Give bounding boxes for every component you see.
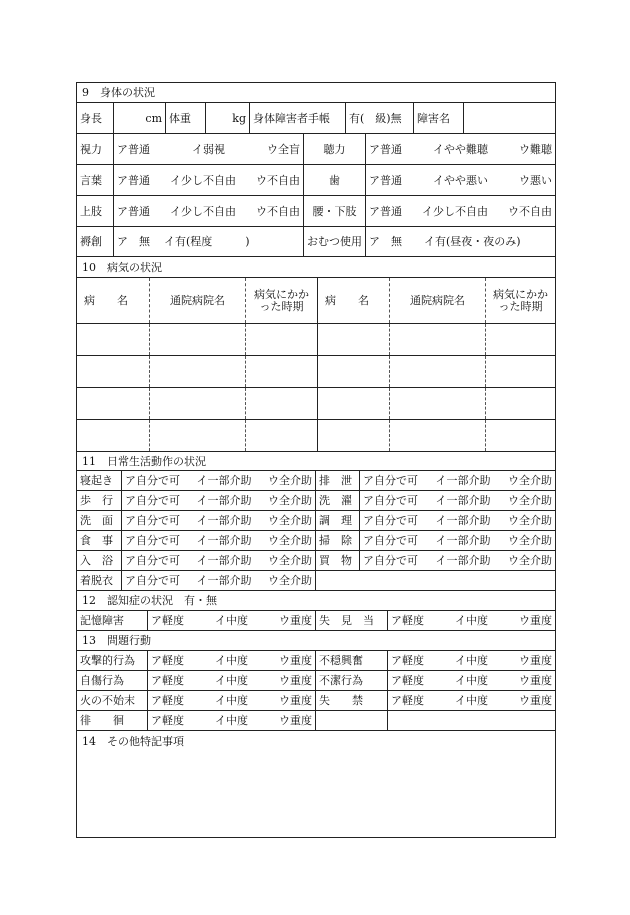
- adl-opt: ウ全介助: [508, 534, 552, 547]
- adl-label: 歩 行: [80, 494, 113, 507]
- adl-options: [359, 551, 555, 570]
- illness-cell: [317, 324, 389, 355]
- adl-row: [77, 511, 555, 531]
- adl-empty-cell: [315, 571, 555, 590]
- illness-cell: [485, 388, 555, 419]
- illness-cell: [245, 420, 317, 451]
- adl-opt: ウ全介助: [268, 574, 312, 587]
- diaper-opt: イ有(昼夜・夜のみ): [424, 235, 521, 248]
- behavior-options: [147, 711, 315, 730]
- behavior-opt: ア軽度: [151, 714, 184, 727]
- adl-row: [77, 471, 555, 491]
- behavior-label: 自傷行為: [80, 674, 124, 687]
- adl-opt: イ一部介助: [435, 514, 491, 527]
- adl-opt: ア自分で可: [363, 474, 418, 487]
- teeth-label: 歯: [303, 165, 365, 195]
- dementia-opt: ウ重度: [519, 614, 552, 627]
- section-9-header: [77, 83, 555, 103]
- hearing-opt: ウ難聴: [519, 142, 552, 156]
- behavior-options: [147, 651, 315, 670]
- adl-opt: ウ全介助: [508, 514, 552, 527]
- speech-label: 言葉: [80, 173, 102, 187]
- adl-opt: ア自分で可: [363, 534, 418, 547]
- sight-label: 視力: [80, 142, 102, 156]
- sore-options: [113, 227, 303, 256]
- behavior-label: 不穏興奮: [315, 651, 387, 670]
- illness-cell: [245, 388, 317, 419]
- col-disease-text: 病 名: [325, 294, 369, 307]
- adl-opt: ア自分で可: [125, 574, 180, 587]
- adl-opt: イ一部介助: [196, 474, 252, 487]
- dementia-opt: ア軽度: [391, 614, 424, 627]
- behavior-opt: イ中度: [455, 674, 488, 687]
- illness-cell: [389, 388, 485, 419]
- adl-opt: イ一部介助: [196, 514, 252, 527]
- illness-cell: [149, 324, 245, 355]
- sight-opt: ウ全盲: [267, 142, 300, 156]
- behavior-opt: イ中度: [215, 654, 248, 667]
- adl-label: 洗 面: [80, 514, 113, 527]
- behavior-options: [387, 691, 555, 710]
- illness-cell: [389, 356, 485, 387]
- col-disease-name-2: [317, 278, 389, 323]
- adl-row: [77, 491, 555, 511]
- teeth-opt: ウ悪い: [519, 173, 552, 187]
- illness-cell: [149, 388, 245, 419]
- illness-cell: [77, 388, 149, 419]
- lower-opt: ア普通: [369, 204, 402, 218]
- dementia-opt: イ中度: [215, 614, 248, 627]
- adl-opt: ア自分で可: [363, 554, 418, 567]
- illness-cell: [485, 420, 555, 451]
- sore-diaper-row: [77, 227, 555, 257]
- sore-opt: ア 無: [117, 235, 150, 248]
- adl-row: [77, 531, 555, 551]
- dementia-opt: ウ重度: [279, 614, 312, 627]
- adl-opt: ウ全介助: [508, 494, 552, 507]
- adl-opt: イ一部介助: [196, 574, 252, 587]
- speech-opt: イ少し不自由: [170, 173, 236, 187]
- adl-label: 買 物: [315, 551, 359, 570]
- disorientation-options: [387, 611, 555, 630]
- adl-opt: ウ全介助: [268, 494, 312, 507]
- illness-cell: [485, 356, 555, 387]
- adl-opt: ア自分で可: [363, 514, 418, 527]
- adl-options: [121, 531, 315, 550]
- adl-options: [359, 471, 555, 490]
- behavior-label: 失 禁: [315, 691, 387, 710]
- behavior-opt: ウ重度: [519, 694, 552, 707]
- adl-opt: ア自分で可: [125, 514, 180, 527]
- memory-options: [147, 611, 315, 630]
- memory-label: 記憶障害: [80, 614, 124, 627]
- upper-opt: ウ不自由: [256, 204, 300, 218]
- adl-label: 食 事: [80, 534, 113, 547]
- section-14-block: [77, 731, 555, 837]
- illness-cell: [317, 356, 389, 387]
- illness-cell: [389, 420, 485, 451]
- behavior-opt: イ中度: [215, 714, 248, 727]
- behavior-opt: イ中度: [455, 654, 488, 667]
- adl-opt: イ一部介助: [435, 534, 491, 547]
- adl-options: [121, 551, 315, 570]
- adl-opt: ア自分で可: [125, 474, 180, 487]
- illness-row: [77, 388, 555, 420]
- adl-label: 掃 除: [315, 531, 359, 550]
- adl-opt: ウ全介助: [268, 514, 312, 527]
- behavior-opt: ウ重度: [279, 674, 312, 687]
- illness-row: [77, 356, 555, 388]
- behavior-opt: ア軽度: [391, 654, 424, 667]
- col-illness-time-2: 病気にかかった時期: [485, 278, 555, 323]
- section-11-title: 11 日常生活動作の状況: [82, 454, 206, 468]
- illness-cell: [245, 356, 317, 387]
- adl-options: [121, 491, 315, 510]
- sight-opt: イ弱視: [192, 142, 225, 156]
- behavior-row: [77, 691, 555, 711]
- adl-options: [359, 511, 555, 530]
- weight-unit: kg: [205, 103, 249, 133]
- adl-label: 排 泄: [315, 471, 359, 490]
- illness-cell: [317, 388, 389, 419]
- section-12-title: 12 認知症の状況 有・無: [82, 594, 217, 607]
- behavior-opt: イ中度: [455, 694, 488, 707]
- adl-opt: イ一部介助: [196, 494, 252, 507]
- adl-opt: イ一部介助: [435, 474, 491, 487]
- adl-options: [121, 571, 315, 590]
- adl-opt: ア自分で可: [125, 534, 180, 547]
- behavior-opt: ウ重度: [279, 654, 312, 667]
- behavior-opt: ウ重度: [279, 694, 312, 707]
- col-illness-time: 病気にかかった時期: [245, 278, 317, 323]
- adl-label: 寝起き: [80, 474, 113, 487]
- illness-header-row: [77, 278, 555, 324]
- behavior-options: [387, 671, 555, 690]
- dementia-row: [77, 611, 555, 631]
- upper-opt: ア普通: [117, 204, 150, 218]
- behavior-label: 不潔行為: [315, 671, 387, 690]
- section-9-title: 9 身体の状況: [82, 86, 155, 99]
- assessment-form: [76, 82, 556, 838]
- behavior-opt: ア軽度: [391, 674, 424, 687]
- upper-limb-label: 上肢: [80, 204, 102, 218]
- adl-label: 着脱衣: [80, 574, 113, 587]
- upper-limb-options: [113, 196, 303, 226]
- illness-cell: [149, 356, 245, 387]
- illness-cell: [77, 324, 149, 355]
- sight-hearing-row: [77, 134, 555, 165]
- hearing-opt: ア普通: [369, 142, 402, 156]
- illness-cell: [245, 324, 317, 355]
- hearing-opt: イやや難聴: [433, 142, 488, 156]
- sore-opt: イ有(程度 ): [164, 235, 250, 248]
- adl-opt: ア自分で可: [125, 554, 180, 567]
- adl-opt: イ一部介助: [196, 554, 252, 567]
- behavior-opt: ア軽度: [151, 674, 184, 687]
- section-13-header: [77, 631, 555, 651]
- adl-row: [77, 571, 555, 591]
- disability-label: 障害名: [413, 103, 463, 133]
- sight-options: [113, 134, 303, 164]
- behavior-opt: イ中度: [215, 694, 248, 707]
- speech-teeth-row: [77, 165, 555, 196]
- adl-opt: ウ全介助: [268, 474, 312, 487]
- disorientation-label: 失 見 当: [315, 611, 387, 630]
- teeth-opt: イやや悪い: [433, 173, 488, 187]
- adl-opt: ウ全介助: [268, 534, 312, 547]
- behavior-options: [147, 691, 315, 710]
- section-10-header: [77, 257, 555, 278]
- behavior-empty-cell: [387, 711, 555, 730]
- col-hospital-name-2: 通院病院名: [389, 278, 485, 323]
- adl-opt: ア自分で可: [363, 494, 418, 507]
- section-12-header: [77, 591, 555, 611]
- col-disease-text: 病 名: [84, 294, 128, 307]
- adl-opt: ウ全介助: [268, 554, 312, 567]
- adl-opt: ウ全介助: [508, 554, 552, 567]
- height-label: 身長: [80, 111, 102, 125]
- behavior-opt: イ中度: [215, 674, 248, 687]
- section-14-title: 14 その他特記事項: [82, 734, 184, 748]
- adl-options: [121, 471, 315, 490]
- behavior-label: 火の不始末: [80, 694, 135, 707]
- adl-options: [359, 531, 555, 550]
- adl-opt: ウ全介助: [508, 474, 552, 487]
- behavior-opt: ア軽度: [151, 654, 184, 667]
- lower-limb-label: 腰・下肢: [303, 196, 365, 226]
- adl-row: [77, 551, 555, 571]
- height-unit: cm: [113, 103, 165, 133]
- illness-cell: [77, 420, 149, 451]
- adl-label: 入 浴: [80, 554, 113, 567]
- disability-value: [463, 103, 555, 133]
- adl-opt: ア自分で可: [125, 494, 180, 507]
- illness-row: [77, 324, 555, 356]
- teeth-options: [365, 165, 555, 195]
- behavior-options: [147, 671, 315, 690]
- adl-options: [359, 491, 555, 510]
- illness-cell: [485, 324, 555, 355]
- behavior-row: [77, 651, 555, 671]
- adl-opt: イ一部介助: [435, 554, 491, 567]
- upper-opt: イ少し不自由: [170, 204, 236, 218]
- lower-limb-options: [365, 196, 555, 226]
- dementia-opt: イ中度: [455, 614, 488, 627]
- teeth-opt: ア普通: [369, 173, 402, 187]
- hearing-label: 聴力: [303, 134, 365, 164]
- col-hospital-name: 通院病院名: [149, 278, 245, 323]
- behavior-label: 攻撃的行為: [80, 654, 135, 667]
- behavior-opt: ウ重度: [279, 714, 312, 727]
- section-11-header: [77, 452, 555, 471]
- sore-label: 褥創: [80, 235, 102, 248]
- behavior-row: [77, 671, 555, 691]
- lower-opt: ウ不自由: [508, 204, 552, 218]
- weight-label: 体重: [165, 103, 205, 133]
- limbs-row: [77, 196, 555, 227]
- section-13-title: 13 問題行動: [82, 634, 151, 647]
- behavior-opt: ウ重度: [519, 654, 552, 667]
- behavior-label: 徘 徊: [80, 714, 124, 727]
- diaper-label: おむつ使用: [303, 227, 365, 256]
- sight-opt: ア普通: [117, 142, 150, 156]
- behavior-row: [77, 711, 555, 731]
- behavior-options: [387, 651, 555, 670]
- handbook-label: 身体障害者手帳: [249, 103, 345, 133]
- diaper-options: [365, 227, 555, 256]
- dementia-opt: ア軽度: [151, 614, 184, 627]
- diaper-opt: ア 無: [369, 235, 402, 248]
- hearing-options: [365, 134, 555, 164]
- col-disease-name: [77, 278, 149, 323]
- illness-row: [77, 420, 555, 452]
- behavior-opt: ウ重度: [519, 674, 552, 687]
- illness-cell: [317, 420, 389, 451]
- adl-opt: イ一部介助: [196, 534, 252, 547]
- speech-options: [113, 165, 303, 195]
- handbook-value: 有( 級)無: [345, 103, 413, 133]
- behavior-opt: ア軽度: [391, 694, 424, 707]
- speech-opt: ア普通: [117, 173, 150, 187]
- adl-label: 洗 濯: [315, 491, 359, 510]
- adl-opt: イ一部介助: [435, 494, 491, 507]
- lower-opt: イ少し不自由: [422, 204, 488, 218]
- behavior-empty-cell: [315, 711, 387, 730]
- behavior-opt: ア軽度: [151, 694, 184, 707]
- body-measure-row: [77, 103, 555, 134]
- illness-cell: [77, 356, 149, 387]
- illness-cell: [149, 420, 245, 451]
- section-10-title: 10 病気の状況: [82, 260, 162, 274]
- adl-options: [121, 511, 315, 530]
- adl-label: 調 理: [315, 511, 359, 530]
- illness-cell: [389, 324, 485, 355]
- speech-opt: ウ不自由: [256, 173, 300, 187]
